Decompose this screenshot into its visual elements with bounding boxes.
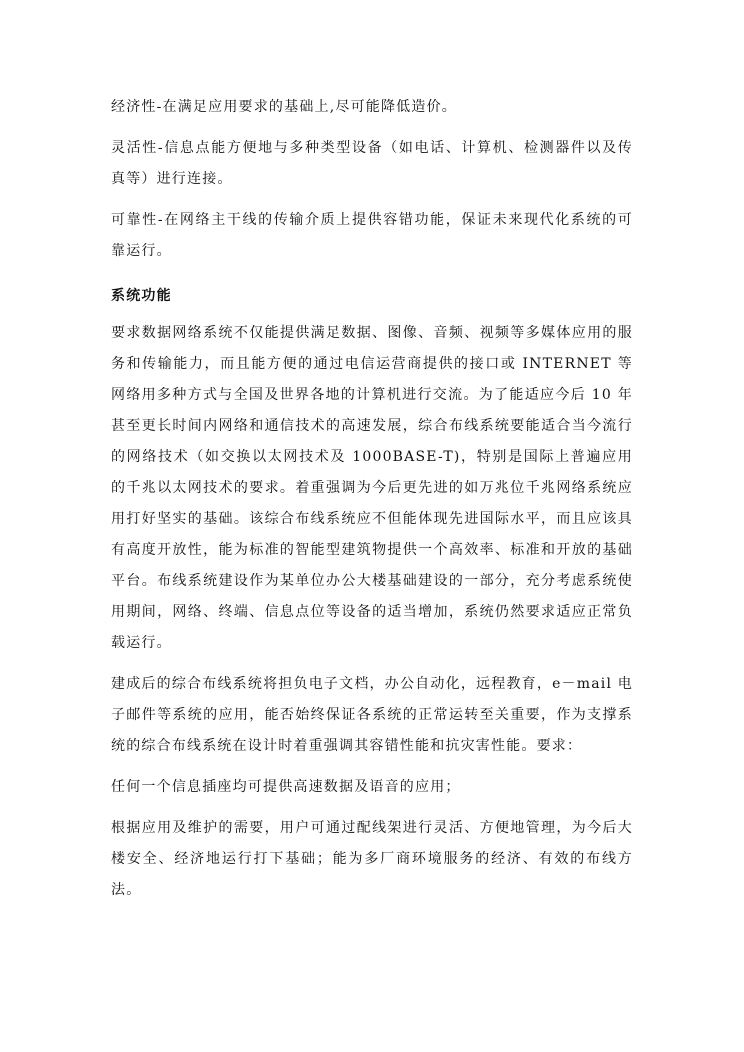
paragraph-management-requirement: 根据应用及维护的需要，用户可通过配线架进行灵活、方便地管理，为今后大楼安全、经济地运行打下基础；能为多厂商环境服务的经济、有效的布线方法。 [111, 820, 633, 898]
paragraph-applications: 建成后的综合布线系统将担负电子文档，办公自动化，远程教育，e－mail 电子邮件等系统的应用，能否始终保证各系统的正常运转至关重要，作为支撑系统的综合布线系统在设计时着重强调其容错性能和抗灾害性能。要求： [111, 676, 633, 754]
paragraph-flexibility: 灵活性-信息点能方便地与多种类型设备（如电话、计算机、检测器件以及传真等）进行连接。 [111, 140, 633, 187]
paragraph-reliability: 可靠性-在网络主干线的传输介质上提供容错功能，保证未来现代化系统的可靠运行。 [111, 212, 633, 259]
paragraph-system-requirements: 要求数据网络系统不仅能提供满足数据、图像、音频、视频等多媒体应用的服务和传输能力，而且能方便的通过电信运营商提供的接口或 INTERNET 等网络用多种方式与全国及世界各地的计算机进行交流。为了能适应今后 10 年甚至更长时间内网络和通信技术的高速发展，综合布线系统要能适合当今流行的网络技术（如交换以太网技术及 1000BASE-T)，特别是国际上普遍应用的千兆以太网技术的要求。着重强调为今后更先进的如万兆位千兆网络系统应用打好坚实的基础。该综合布线系统应不但能体现先进国际水平，而且应该具有高度开放性，能为标准的智能型建筑物提供一个高效率、标准和开放的基础平台。布线系统建设作为某单位办公大楼基础建设的一部分，充分考虑系统使用期间，网络、终端、信息点位等设备的适当增加，系统仍然要求适应正常负载运行。 [111, 325, 633, 651]
section-heading: 系统功能 [111, 288, 172, 304]
paragraph-outlet-requirement: 任何一个信息插座均可提供高速数据及语音的应用； [111, 779, 461, 795]
document-body [111, 92, 633, 906]
paragraph-economy: 经济性-在满足应用要求的基础上,尽可能降低造价。 [111, 99, 457, 115]
